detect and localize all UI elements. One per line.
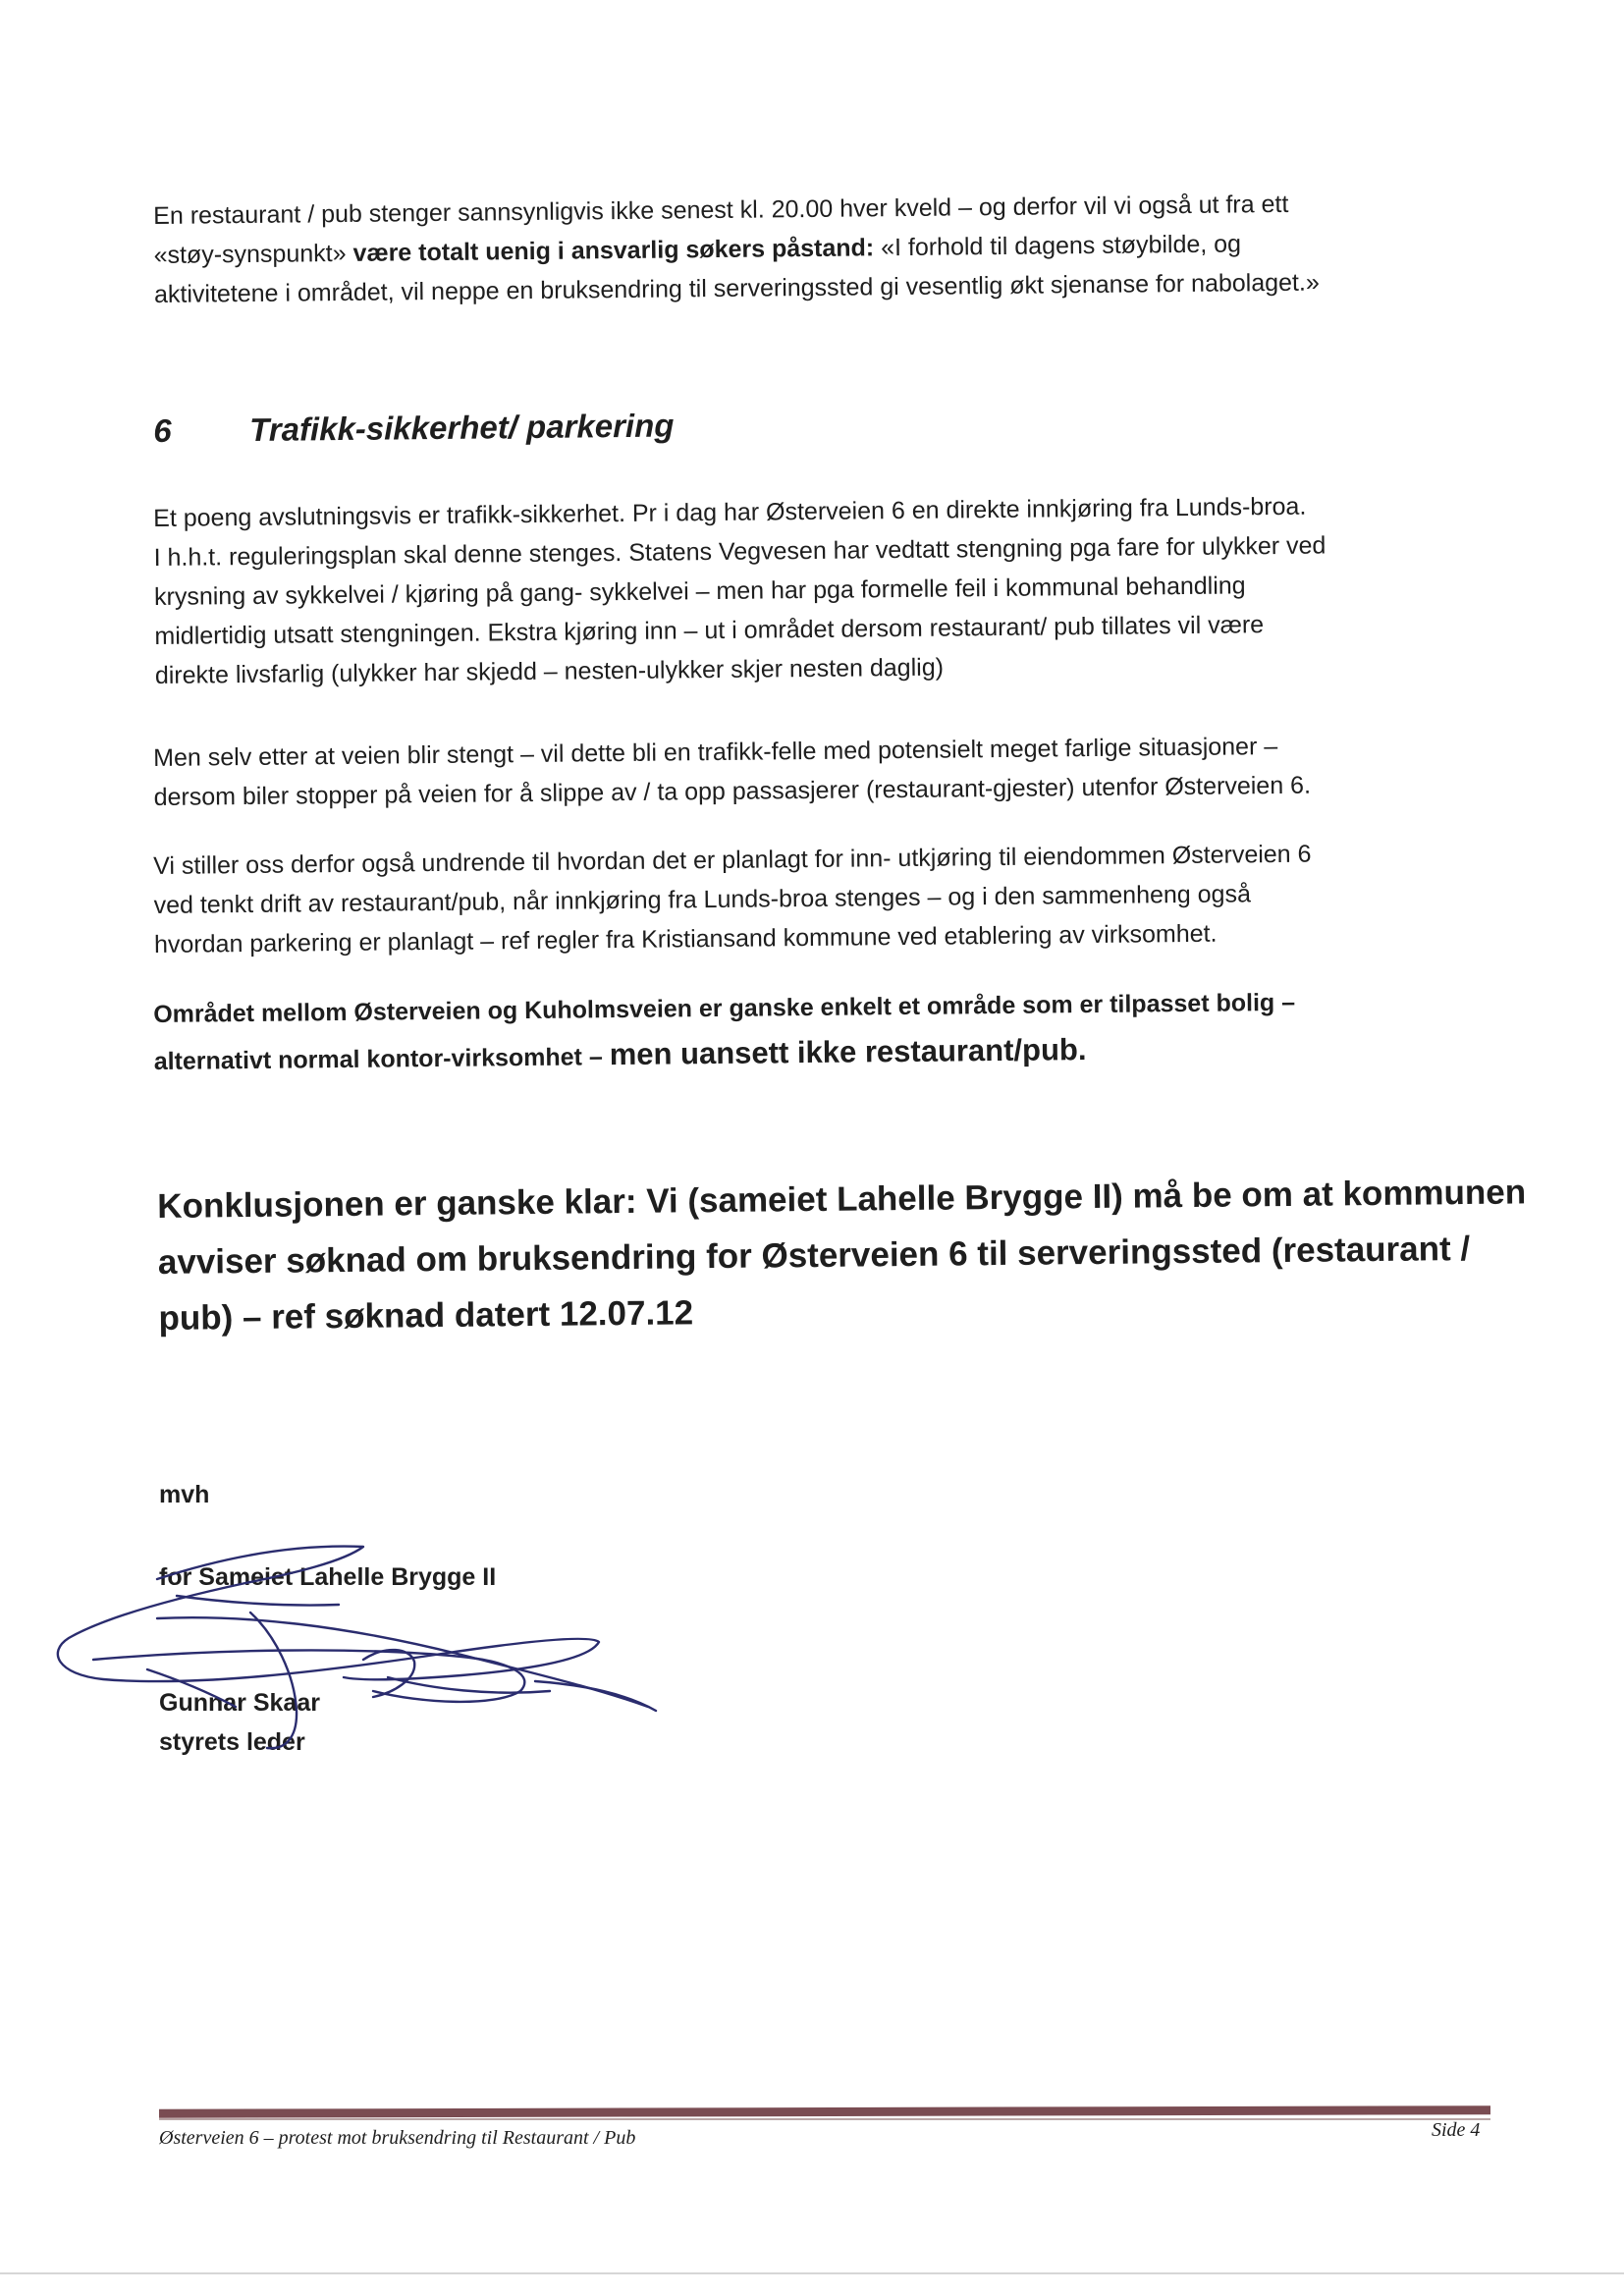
- section-heading: [153, 407, 675, 450]
- area-line-1: Området mellom Østerveien og Kuholmsveien er ganske enkelt et område som er tilpasset bolig –: [153, 988, 1296, 1028]
- area-paragraph: [153, 978, 1480, 1084]
- traffic-line: midlertidig utsatt stengningen. Ekstra kjøring inn – ut i området dersom restaurant/ pub tillates vil være: [154, 611, 1265, 650]
- disagree-emphasis: være totalt uenig i ansvarlig søkers påstand:: [352, 234, 875, 267]
- signer-role: styrets leder: [159, 1728, 305, 1756]
- traffic-line: direkte livsfarlig (ulykker har skjedd – nesten-ulykker skjer nesten daglig): [154, 653, 945, 689]
- parking-paragraph: [153, 833, 1480, 964]
- parking-line: ved tenkt drift av restaurant/pub, når innkjøring fra Lunds-broa stenges – og i den sammenheng også: [153, 880, 1252, 919]
- noise-line-3: aktivitetene i området, vil neppe en bruksendring til serveringssted gi vesentlig økt sjenanse for nabolaget.»: [153, 268, 1320, 308]
- parking-line: Vi stiller oss derfor også undrende til hvordan det er planlagt for inn- utkjøring til eiendommen Østerveien 6: [153, 840, 1312, 880]
- area-line-2: alternativt normal kontor-virksomhet – men uansett ikke restaurant/pub.: [153, 1032, 1087, 1075]
- area-emphasis: men uansett ikke restaurant/pub.: [609, 1032, 1087, 1072]
- scan-edge: [0, 2272, 1624, 2274]
- conclusion: [157, 1165, 1527, 1346]
- traffic-paragraph: [153, 485, 1481, 695]
- conclusion-line: avviser søknad om bruksendring for Østerveien 6 til serveringssted (restaurant /: [157, 1230, 1471, 1282]
- traffic-line: I h.h.t. reguleringsplan skal denne stenges. Statens Vegvesen har vedtatt stengning pga fare for ulykker ved: [153, 531, 1326, 572]
- conclusion-line: Konklusjonen er ganske klar: Vi (sameiet Lahelle Brygge II) må be om at kommunen: [157, 1173, 1527, 1226]
- signature-for-line: for Sameiet Lahelle Brygge II: [159, 1563, 497, 1591]
- noise-paragraph: [153, 183, 1480, 314]
- footer-rule-thin: [159, 2118, 1490, 2120]
- trap-line: Men selv etter at veien blir stengt – vil dette bli en trafikk-felle med potensielt meget farlige situasjoner –: [153, 733, 1278, 772]
- traffic-line: krysning av sykkelvei / kjøring på gang- sykkelvei – men har pga formelle feil i kommunal behandling: [153, 572, 1246, 611]
- section-title: Trafikk-sikkerhet/ parkering: [248, 407, 675, 448]
- greeting: mvh: [159, 1481, 210, 1508]
- footer-rule: [159, 2105, 1490, 2118]
- traffic-line: Et poeng avslutningsvis er trafikk-sikkerhet. Pr i dag har Østerveien 6 en direkte innkjøring fra Lunds-broa.: [153, 492, 1307, 532]
- trap-line: dersom biler stopper på veien for å slippe av / ta opp passasjerer (restaurant-gjester) utenfor Østerveien 6.: [153, 771, 1312, 811]
- trap-paragraph: [153, 725, 1480, 817]
- footer-title: Østerveien 6 – protest mot bruksendring til Restaurant / Pub: [159, 2127, 636, 2149]
- signer-name: Gunnar Skaar: [159, 1689, 320, 1717]
- conclusion-line: pub) – ref søknad datert 12.07.12: [158, 1293, 694, 1338]
- section-number: 6: [153, 411, 172, 449]
- noise-line-1: En restaurant / pub stenger sannsynligvis ikke senest kl. 20.00 hver kveld – og derfor vil vi også ut fra ett: [153, 190, 1289, 230]
- parking-line: hvordan parkering er planlagt – ref regler fra Kristiansand kommune ved etablering av virksomhet.: [153, 919, 1218, 958]
- noise-line-2: «støy-synspunkt» være totalt uenig i ansvarlig søkers påstand: «I forhold til dagens støybilde, og: [153, 230, 1242, 269]
- page-number: Side 4: [1432, 2119, 1481, 2141]
